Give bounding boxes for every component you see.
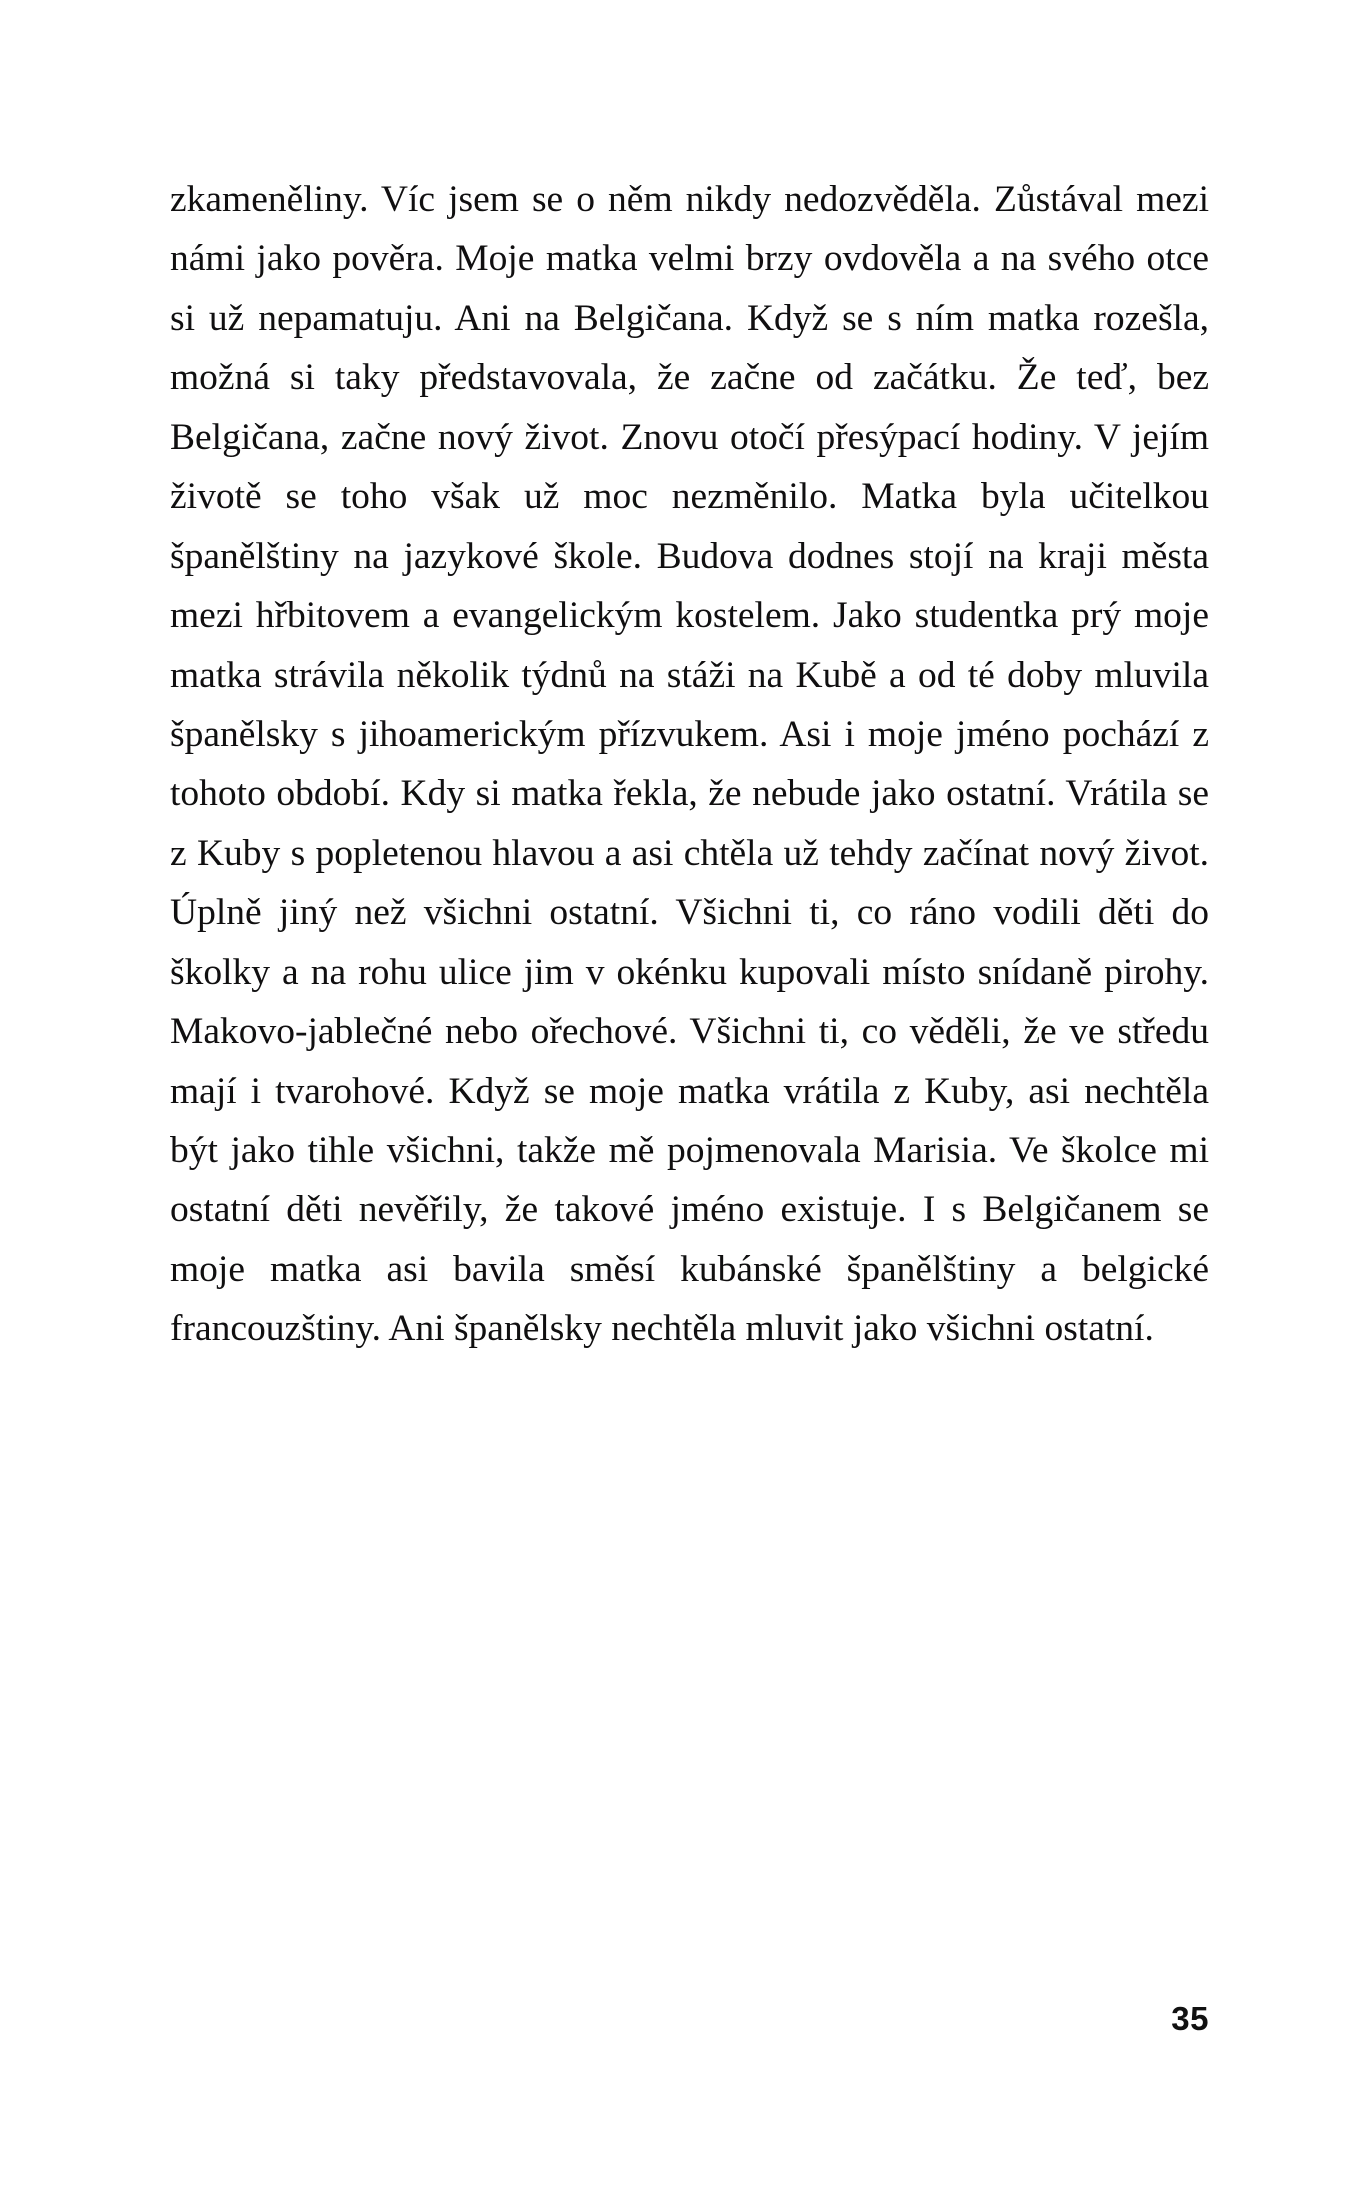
body-text-block — [170, 170, 1209, 1359]
page-number: 35 — [1171, 2000, 1209, 2037]
paragraph: zkameněliny. Víc jsem se o něm nikdy nedozvěděla. Zůstával mezi námi jako pověra. Moje matka velmi brzy ovdověla a na svého otce si už nepamatuju. Ani na Belgičana. Když se s ním matka rozešla, možná si taky představovala, že začne od začátku. Že teď, bez Belgičana, začne nový život. Znovu otočí přesýpací hodiny. V jejím životě se toho však už moc nezměnilo. Matka byla učitelkou španělštiny na jazykové škole. Budova dodnes stojí na kraji města mezi hřbitovem a evangelickým kostelem. Jako studentka prý moje matka strávila několik týdnů na stáži na Kubě a od té doby mluvila španělsky s jihoamerickým přízvukem. Asi i moje jméno pochází z tohoto období. Kdy si matka řekla, že nebude jako ostatní. Vrátila se z Kuby s popletenou hlavou a asi chtěla už tehdy začínat nový život. Úplně jiný než všichni ostatní. Všichni ti, co ráno vodili děti do školky a na rohu ulice jim v okénku kupovali místo snídaně pirohy. Makovo-jablečné nebo ořechové. Všichni ti, co věděli, že ve středu mají i tvarohové. Když se moje matka vrátila z Kuby, asi nechtěla být jako tihle všichni, takže mě pojmenovala Marisia. Ve školce mi ostatní děti nevěřily, že takové jméno existuje. I s Belgičanem se moje matka asi bavila směsí kubánské španělštiny a belgické francouzštiny. Ani španělsky nechtěla mluvit jako všichni ostatní. — [170, 179, 1209, 1350]
